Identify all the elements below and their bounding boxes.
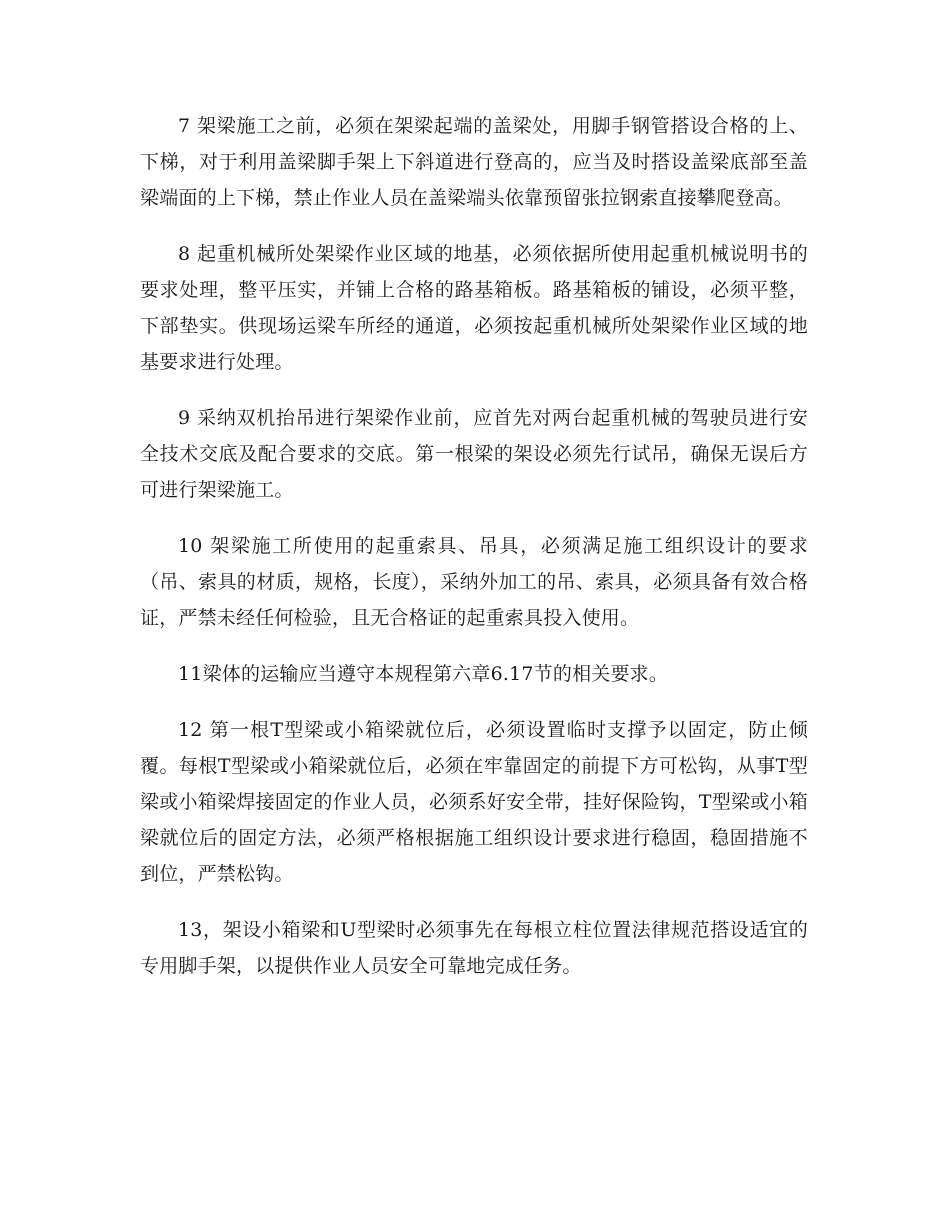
paragraph-11: 11梁体的运输应当遵守本规程第六章6.17节的相关要求。 xyxy=(178,663,669,685)
paragraph-12: 12 第一根T型梁或小箱梁就位后，必须设置临时支撑予以固定，防止倾覆。每根T型梁或小箱梁就位后，必须在牢靠固定的前提下方可松钩，从事T型梁或小箱梁焊接固定的作业人员，必须系好安全带，挂好保险钩，T型梁或小箱梁就位后的固定方法，必须严格根据施工组织设计要求进行稳固，稳固措施不到位，严禁松钩。 xyxy=(140,719,808,885)
paragraph-13: 13，架设小箱梁和U型梁时必须事先在每根立柱位置法律规范搭设适宜的专用脚手架，以提供作业人员安全可靠地完成任务。 xyxy=(140,919,808,977)
document-page xyxy=(140,108,808,1004)
paragraph-8: 8 起重机械所处架梁作业区域的地基，必须依据所使用起重机械说明书的要求处理，整平压实，并铺上合格的路基箱板。路基箱板的铺设，必须平整，下部垫实。供现场运梁车所经的通道，必须按起重机械所处架梁作业区域的地基要求进行处理。 xyxy=(140,243,808,373)
paragraph-9: 9 采纳双机抬吊进行架梁作业前，应首先对两台起重机械的驾驶员进行安全技术交底及配合要求的交底。第一根梁的架设必须先行试吊，确保无误后方可进行架梁施工。 xyxy=(140,407,808,501)
paragraph-10: 10 架梁施工所使用的起重索具、吊具，必须满足施工组织设计的要求（吊、索具的材质，规格，长度），采纳外加工的吊、索具，必须具备有效合格证，严禁未经任何检验，且无合格证的起重索具投入使用。 xyxy=(140,535,808,629)
paragraph-7: 7 架梁施工之前，必须在架梁起端的盖梁处，用脚手钢管搭设合格的上、下梯，对于利用盖梁脚手架上下斜道进行登高的，应当及时搭设盖梁底部至盖梁端面的上下梯，禁止作业人员在盖梁端头依靠预留张拉钢索直接攀爬登高。 xyxy=(140,115,808,209)
